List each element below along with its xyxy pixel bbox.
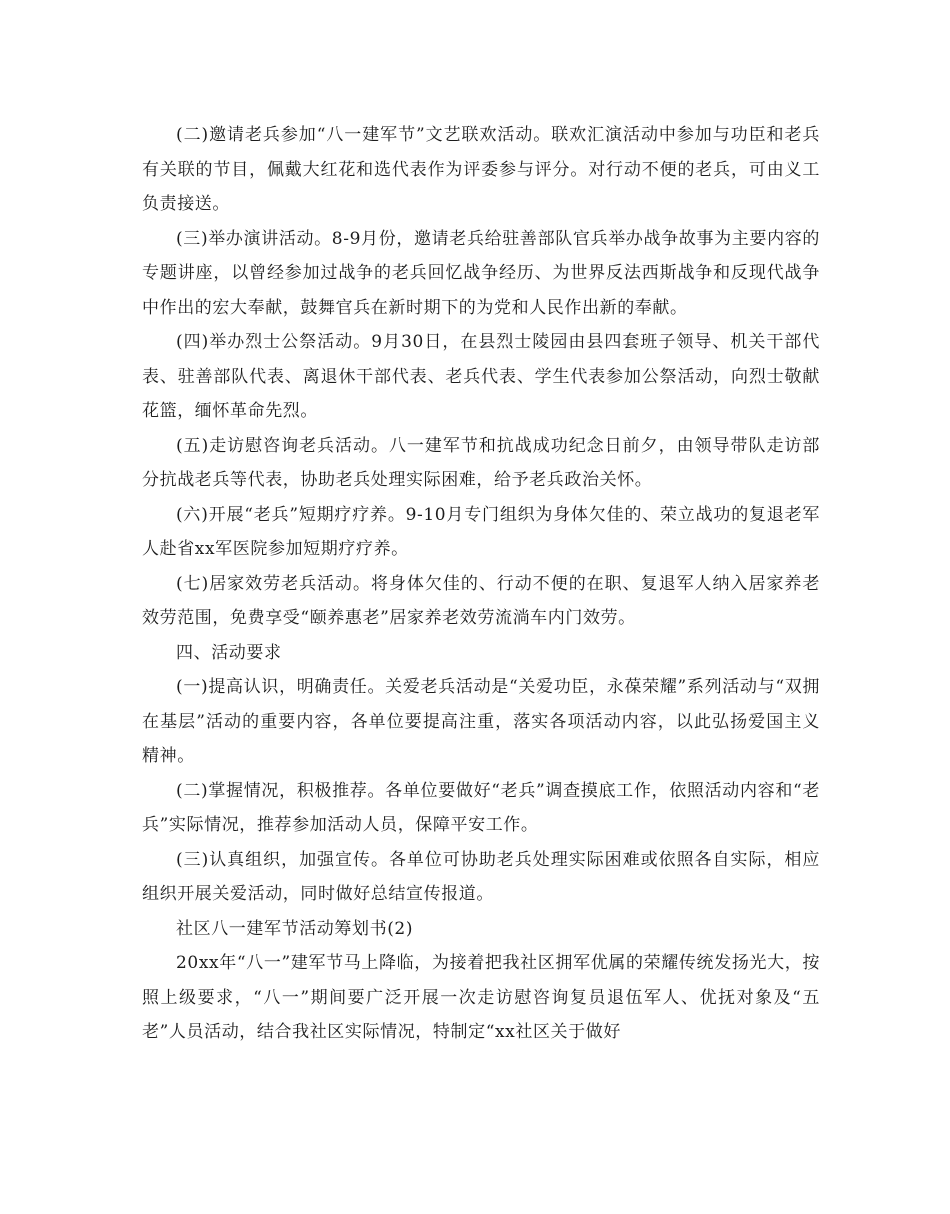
paragraph-organize-publicize: (三)认真组织，加强宣传。各单位可协助老兵处理实际困难或依照各自实际，相应组织开展关爱活动，同时做好总结宣传报道。	[142, 849, 820, 904]
paragraph-home-care-service: (七)居家效劳老兵活动。将身体欠佳的、行动不便的在职、复退军人纳入居家养老效劳范围，免费享受“颐养惠老”居家养老效劳流淌车内门效劳。	[142, 573, 820, 628]
document-body	[142, 118, 820, 1050]
section-title-plan-2: 社区八一建军节活动筹划书(2)	[176, 918, 414, 939]
paragraph-visit-veterans: (五)走访慰咨询老兵活动。八一建军节和抗战成功纪念日前夕，由领导带队走访部分抗战老兵等代表，协助老兵处理实际困难，给予老兵政治关怀。	[142, 435, 820, 490]
paragraph-raise-awareness: (一)提高认识，明确责任。关爱老兵活动是“关爱功臣，永葆荣耀”系列活动与“双拥在基层”活动的重要内容，各单位要提高注重，落实各项活动内容，以此弘扬爱国主义精神。	[142, 677, 820, 766]
paragraph-plan-intro: 20xx年“八一”建军节马上降临，为接着把我社区拥军优属的荣耀传统发扬光大，按照上级要求，“八一”期间要广泛开展一次走访慰咨询复员退伍军人、优抚对象及“五老”人员活动，结合我社区实际情况，特制定“xx社区关于做好	[142, 953, 820, 1042]
paragraph-speech-activity: (三)举办演讲活动。8-9月份，邀请老兵给驻善部队官兵举办战争故事为主要内容的专题讲座，以曾经参加过战争的老兵回忆战争经历、为世界反法西斯战争和反现代战争中作出的宏大奉献，鼓舞官兵在新时期下的为党和人民作出新的奉献。	[142, 228, 820, 318]
paragraph-martyrs-memorial: (四)举办烈士公祭活动。9月30日，在县烈士陵园由县四套班子领导、机关干部代表、驻善部队代表、离退休干部代表、老兵代表、学生代表参加公祭活动，向烈士敬献花篮，缅怀革命先烈。	[142, 332, 820, 421]
paragraph-grasp-situation: (二)掌握情况，积极推荐。各单位要做好“老兵”调查摸底工作，依照活动内容和“老兵”实际情况，推荐参加活动人员，保障平安工作。	[142, 780, 820, 835]
section-heading-requirements: 四、活动要求	[176, 642, 282, 663]
paragraph-invite-veterans-gala: (二)邀请老兵参加“八一建军节”文艺联欢活动。联欢汇演活动中参加与功臣和老兵有关联的节目，佩戴大红花和选代表作为评委参与评分。对行动不便的老兵，可由义工负责接送。	[142, 125, 820, 214]
paragraph-short-term-recuperation: (六)开展“老兵”短期疗疗养。9-10月专门组织为身体欠佳的、荣立战功的复退老军人赴省xx军医院参加短期疗疗养。	[142, 504, 820, 559]
